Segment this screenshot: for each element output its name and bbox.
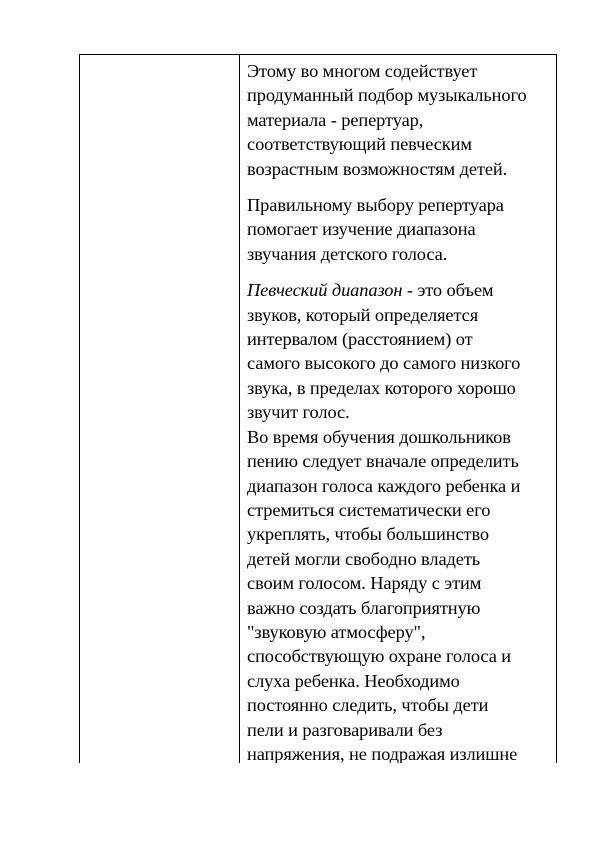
paragraph-teaching-guidance: Во время обучения дошкольников пению следует вначале определить диапазон голоса каждого ребенка и стремиться систематически его укреплять, чтобы большинство детей могли свободно владеть своим голосом. Наряду с этим важно создать благоприятную "звуковую атмосферу", способствующую охране голоса и слуха ребенка. Необходимо постоянно следить, чтобы дети пели и разговаривали без напряжения, не подражая излишне — [247, 426, 521, 763]
definition-text: - это объем звуков, который определяется интервалом (расстоянием) от самого высокого до самого низкого звука, в пределах которого хорошо звучит голос. — [247, 280, 521, 423]
table-right-cell — [240, 55, 556, 763]
paragraph-repertoire-selection: Этому во многом содействует продуманный подбор музыкального материала - репертуар, соответствующий певческим возрастным возможностям детей. — [247, 61, 527, 179]
paragraph-range-definition — [247, 278, 550, 424]
term-singing-range: Певческий диапазон — [247, 280, 403, 301]
paragraph-range-study: Правильному выбору репертуара помогает изучение диапазона звучания детского голоса. — [247, 195, 504, 264]
table-left-cell — [80, 55, 240, 763]
content-table — [79, 54, 557, 763]
